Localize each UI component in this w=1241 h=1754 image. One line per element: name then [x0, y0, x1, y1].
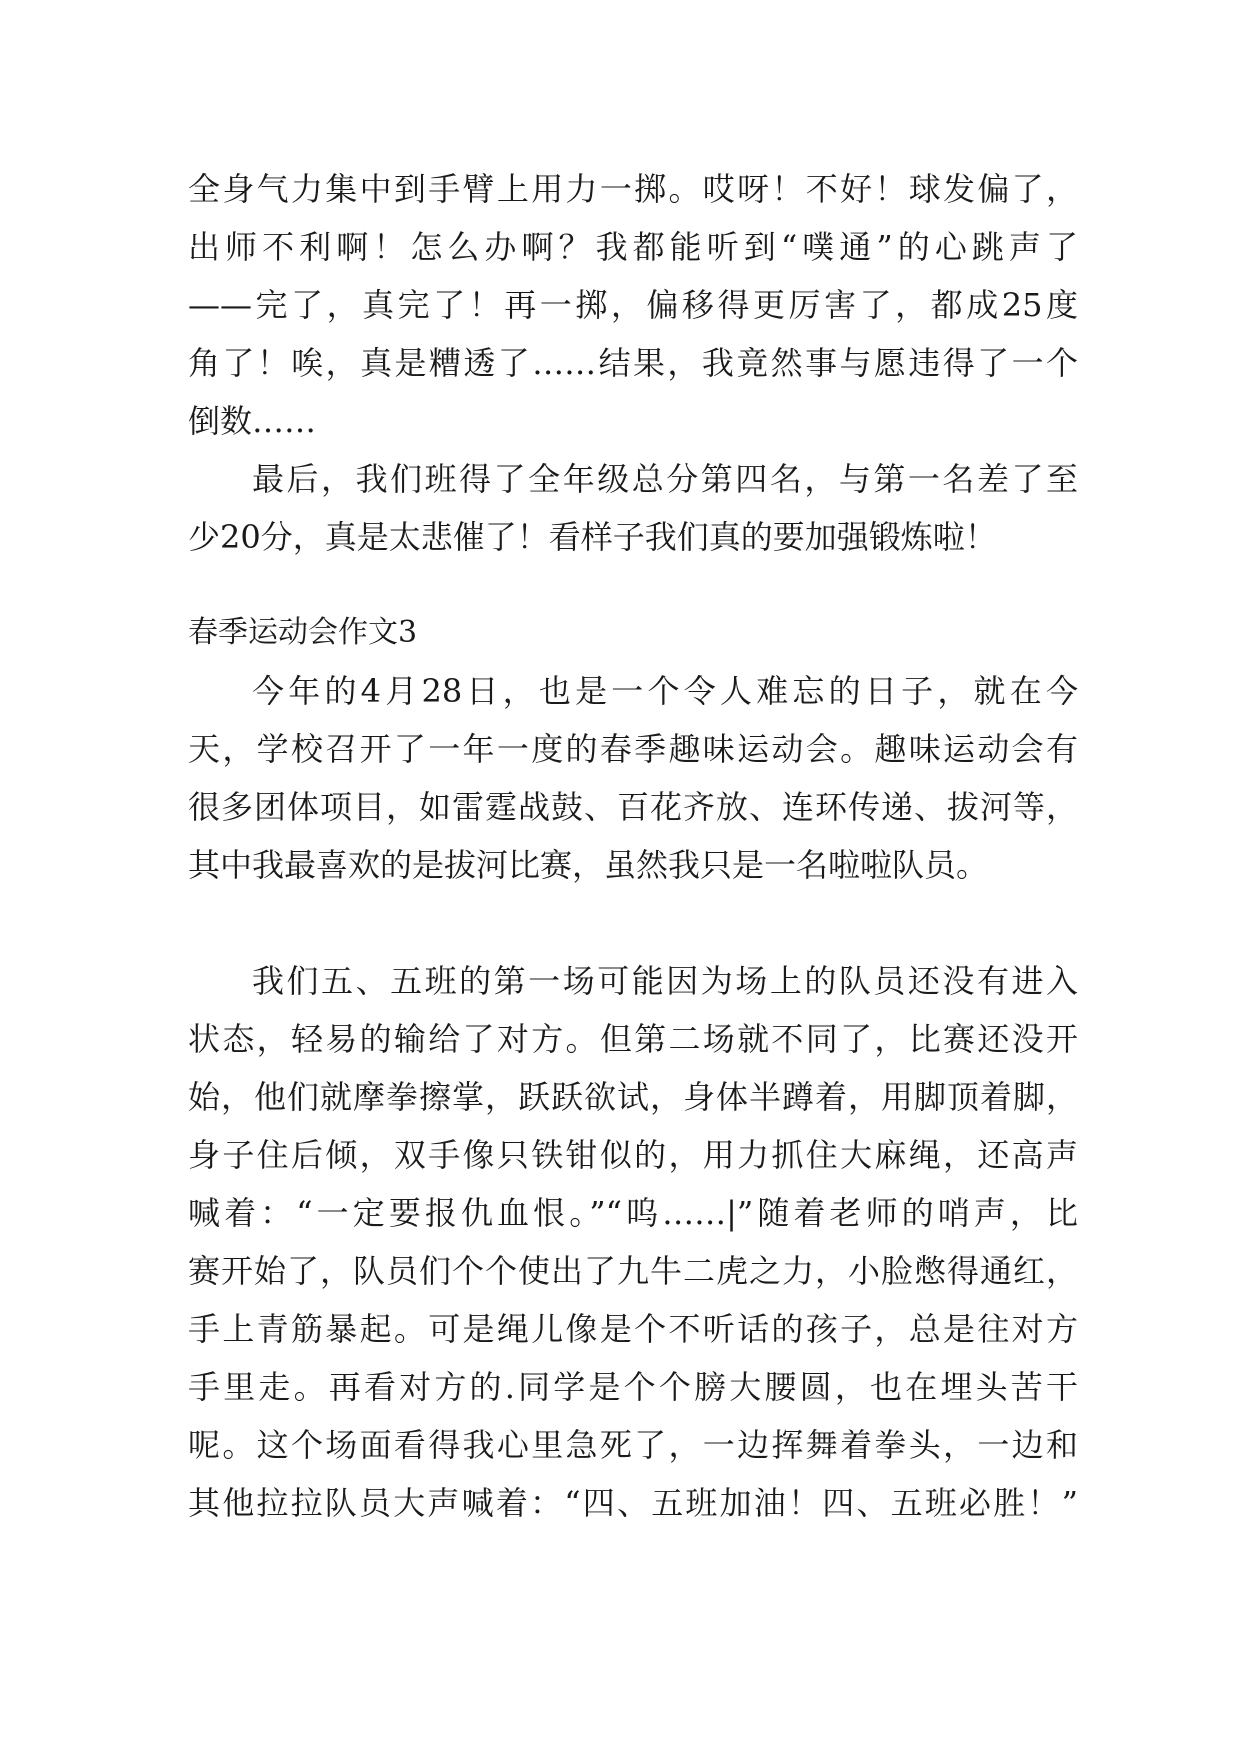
text-line: 我们五、五班的第一场可能因为场上的队员还没有进入 [252, 962, 1078, 1000]
text-line: 很多团体项目，如雷霆战鼓、百花齐放、连环传递、拔河等， [188, 788, 1078, 826]
text-line: ——完了，真完了！再一掷，偏移得更厉害了，都成25度 [188, 286, 1078, 324]
text-line: 状态，轻易的输给了对方。但第二场就不同了，比赛还没开 [188, 1020, 1078, 1058]
text-line: 全身气力集中到手臂上用力一掷。哎呀！不好！球发偏了， [188, 170, 1078, 208]
text-line: 其他拉拉队员大声喊着：“四、五班加油！四、五班必胜！” [188, 1484, 1078, 1522]
text-line: 身子住后倾，双手像只铁钳似的，用力抓住大麻绳，还高声 [188, 1136, 1078, 1174]
text-line: 呢。这个场面看得我心里急死了，一边挥舞着拳头，一边和 [188, 1426, 1078, 1464]
text-line: 少20分，真是太悲催了！看样子我们真的要加强锻炼啦！ [188, 518, 997, 556]
text-line: 倒数…… [188, 402, 317, 440]
paragraph-2 [188, 450, 1078, 566]
paragraph-3 [188, 662, 1078, 894]
document-body [188, 160, 1078, 1532]
text-line: 手里走。再看对方的.同学是个个膀大腰圆，也在埋头苦干 [188, 1368, 1078, 1406]
text-line: 手上青筋暴起。可是绳儿像是个不听话的孩子，总是往对方 [188, 1310, 1078, 1348]
paragraph-1 [188, 160, 1078, 450]
text-line: 出师不利啊！怎么办啊？我都能听到“噗通”的心跳声了 [188, 228, 1078, 266]
text-line: 喊着：“一定要报仇血恨。”“呜……|”随着老师的哨声，比 [188, 1194, 1078, 1232]
text-line: 角了！唉，真是糟透了……结果，我竟然事与愿违得了一个 [188, 344, 1078, 382]
spacer [188, 894, 1078, 952]
text-line: 天，学校召开了一年一度的春季趣味运动会。趣味运动会有 [188, 730, 1078, 768]
text-line: 其中我最喜欢的是拔河比赛，虽然我只是一名啦啦队员。 [188, 846, 989, 884]
text-line: 今年的4月28日，也是一个令人难忘的日子，就在今 [252, 672, 1078, 710]
text-line: 始，他们就摩拳擦掌，跃跃欲试，身体半蹲着，用脚顶着脚， [188, 1078, 1078, 1116]
text-line: 最后，我们班得了全年级总分第四名，与第一名差了至 [252, 460, 1078, 498]
text-line: 赛开始了，队员们个个使出了九牛二虎之力，小脸憋得通红， [188, 1252, 1078, 1290]
spacer [188, 566, 1078, 604]
paragraph-4 [188, 952, 1078, 1532]
section-heading: 春季运动会作文3 [188, 615, 418, 650]
